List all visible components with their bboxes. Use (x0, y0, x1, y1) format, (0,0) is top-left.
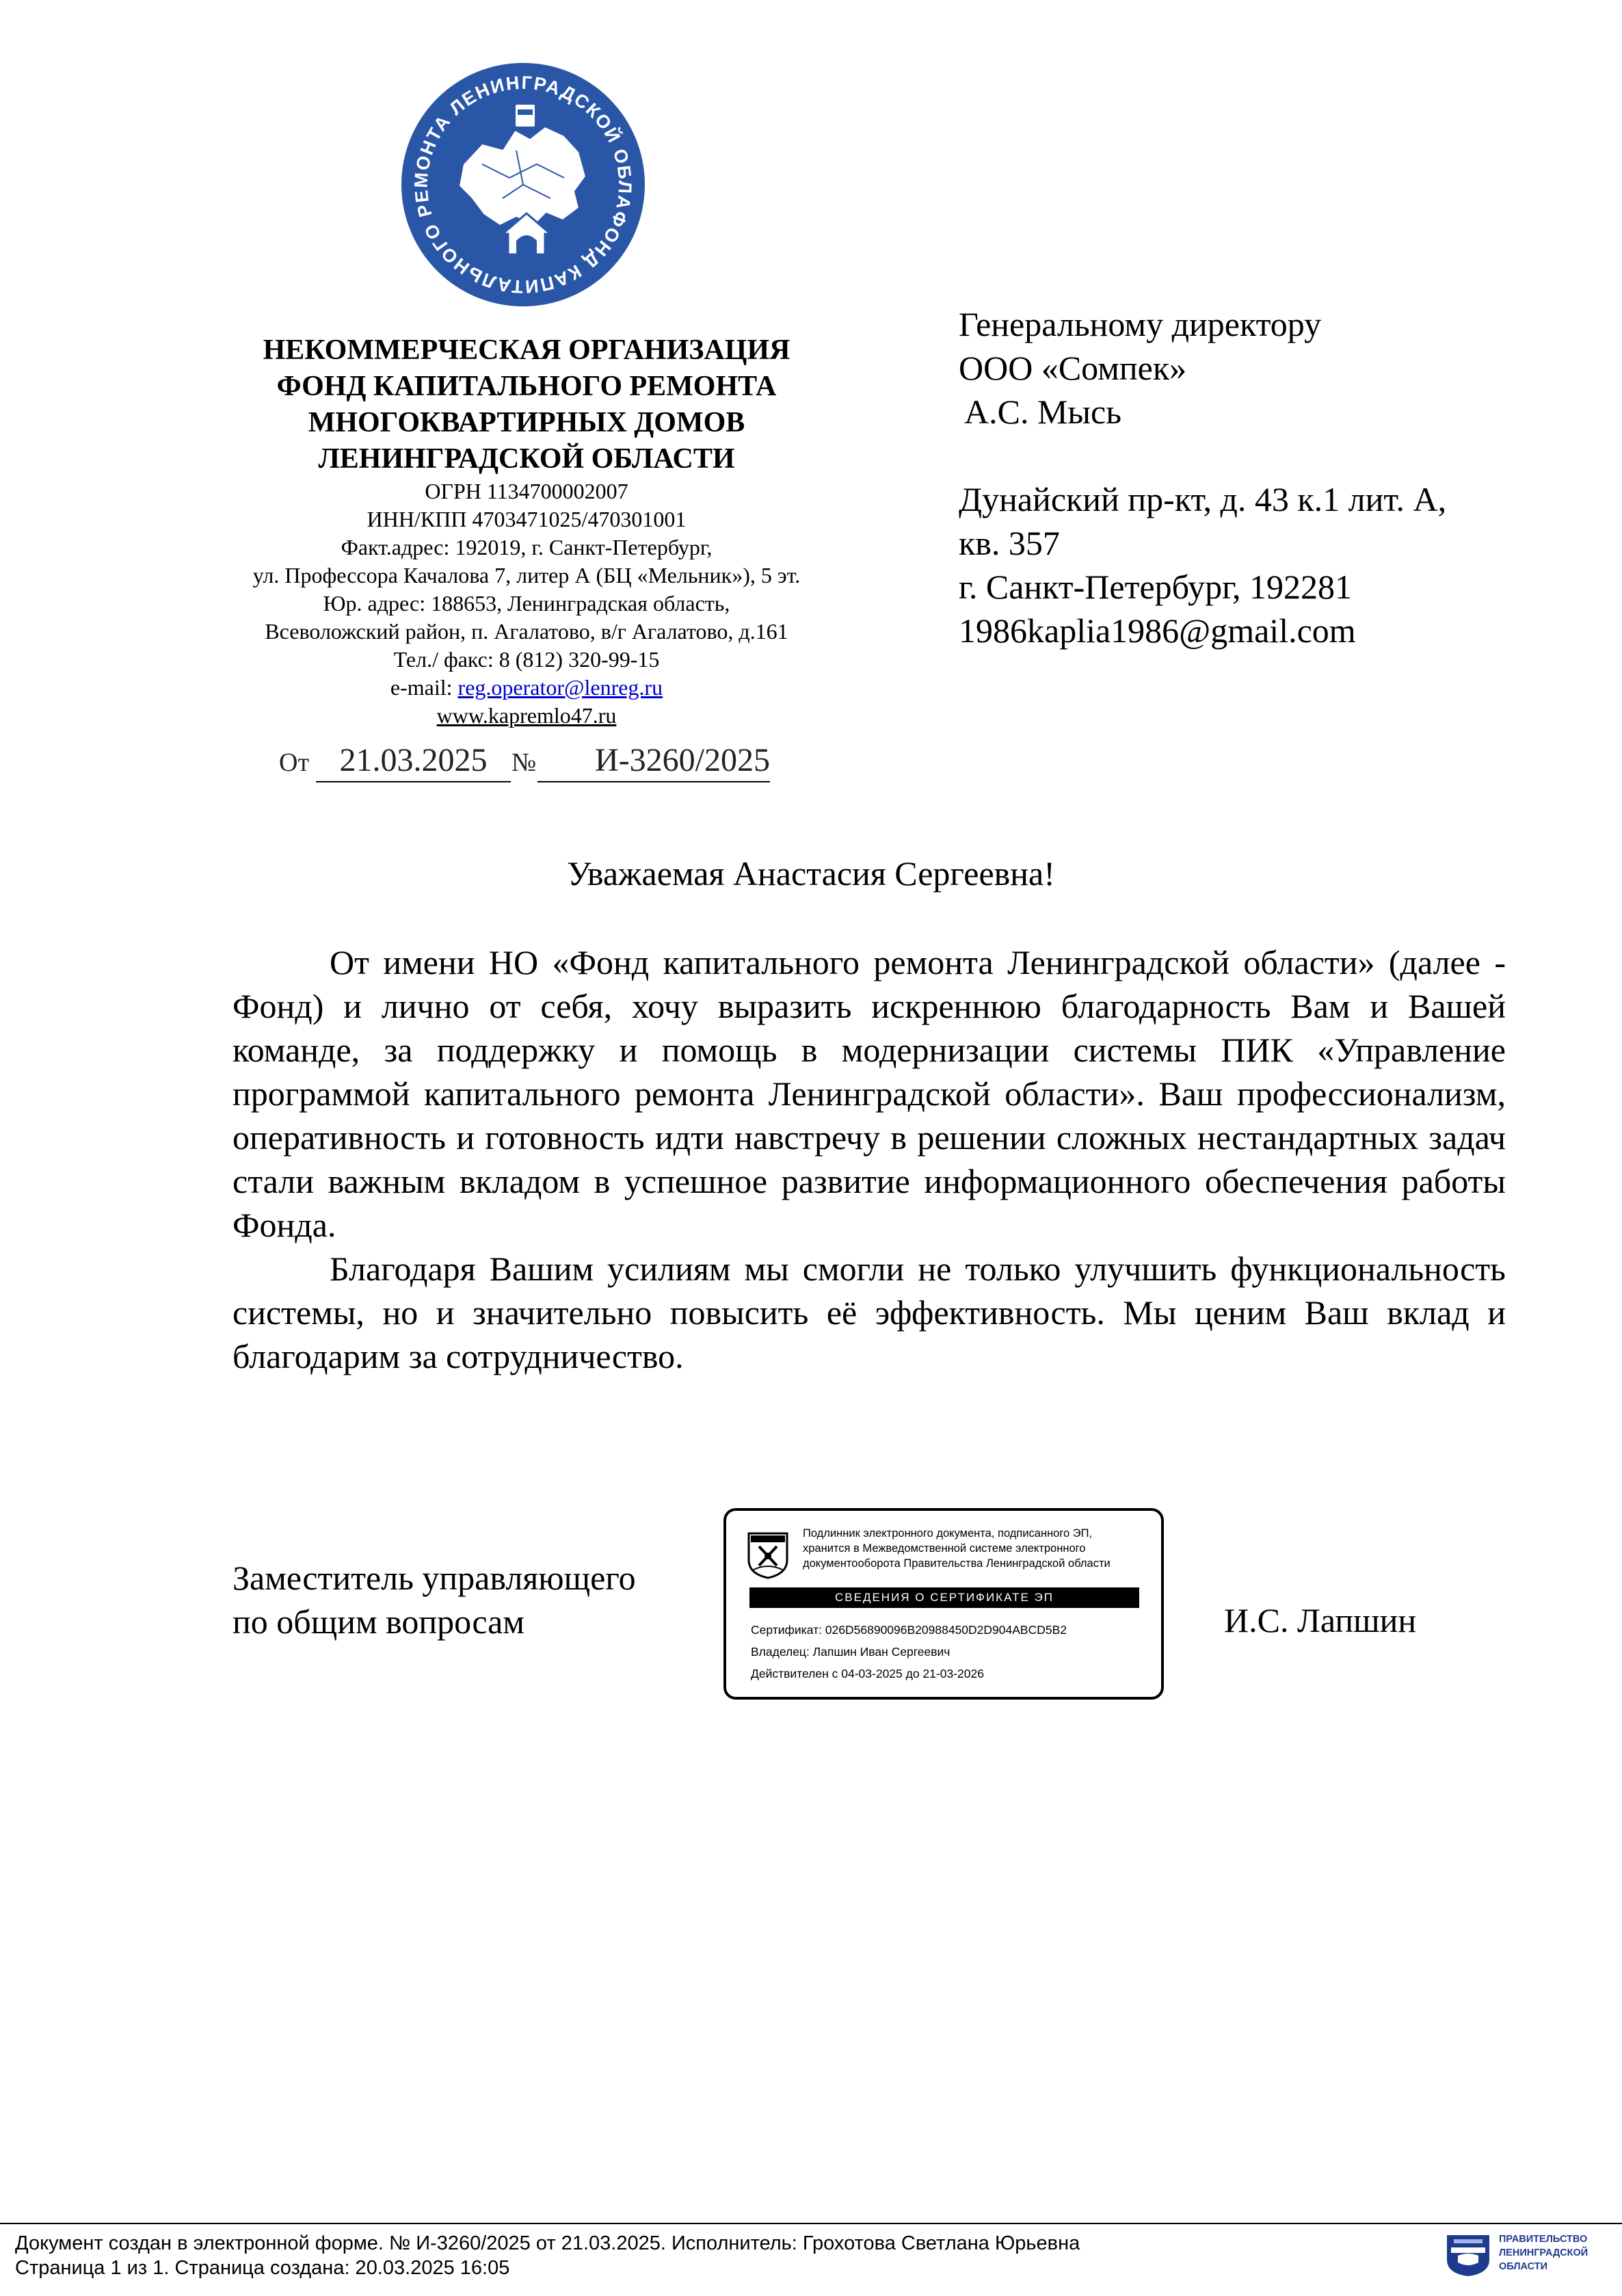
government-logo (1444, 2231, 1615, 2280)
org-email-link[interactable]: reg.operator@lenreg.ru (457, 675, 663, 700)
doc-date: 21.03.2025 (316, 740, 511, 782)
letter-body (232, 940, 1506, 1378)
signatory-position (232, 1556, 636, 1644)
body-paragraph-2: Благодаря Вашим усилиям мы смогли не только улучшить функциональность системы, но и значительно повысить её эффективность. Мы ценим Ваш вклад и благодарим за сотрудничество. (232, 1250, 1506, 1375)
addressee-name: А.С. Мысь (964, 393, 1122, 431)
footer-divider (0, 2223, 1622, 2224)
fund-logo (400, 62, 646, 308)
addressee-address-1: Дунайский пр-кт, д. 43 к.1 лит. А, (959, 480, 1447, 518)
footer-line-2: Страница 1 из 1. Страница создана: 20.03.2025 16:05 (15, 2257, 510, 2279)
addressee-email: 1986kaplia1986@gmail.com (959, 611, 1356, 650)
org-email-label: e-mail: (390, 675, 458, 700)
greeting: Уважаемая Анастасия Сергеевна! (567, 854, 1055, 893)
addressee-company: ООО «Сомпек» (959, 349, 1187, 387)
org-email-line (171, 674, 882, 702)
doc-date-label: От (279, 748, 310, 777)
signatory-position-line-2: по общим вопросам (232, 1602, 525, 1641)
signatory-name: И.С. Лапшин (1224, 1601, 1417, 1639)
electronic-signature-stamp (723, 1508, 1164, 1700)
page-footer (15, 2231, 1383, 2280)
addressee-address-3: г. Санкт-Петербург, 192281 (959, 568, 1353, 606)
fund-logo-emblem (400, 62, 646, 308)
org-title-line: НЕКОММЕРЧЕСКАЯ ОРГАНИЗАЦИЯ (263, 334, 790, 366)
doc-number: И-3260/2025 (537, 740, 770, 782)
stamp-certificate-id: Сертификат: 026D56890096B20988450D2D904ABCD5B2 (751, 1623, 1067, 1637)
org-fact-address-1: Факт.адрес: 192019, г. Санкт-Петербург, (341, 535, 713, 559)
org-legal-address-1: Юр. адрес: 188653, Ленинградская область, (323, 591, 730, 616)
stamp-owner: Владелец: Лапшин Иван Сергеевич (751, 1645, 950, 1659)
stamp-note (803, 1526, 1153, 1571)
signatory-position-line-1: Заместитель управляющего (232, 1559, 636, 1597)
org-fact-address-2: ул. Профессора Качалова 7, литер А (БЦ «Мельник»), 5 эт. (252, 563, 801, 588)
footer-line-1: Документ создан в электронной форме. № И-3260/2025 от 21.03.2025. Исполнитель: Грохотова Светлана Юрьевна (15, 2232, 1080, 2254)
government-logo-text (1499, 2232, 1615, 2273)
stamp-note-line: документооборота Правительства Ленинградской области (803, 1557, 1111, 1570)
logo-ring-text: ФОНД КАПИТАЛЬНОГО РЕМОНТА ЛЕНИНГРАДСКОЙ ОБЛА (410, 72, 636, 298)
stamp-certificate-details (751, 1619, 1147, 1685)
stamp-note-line: Подлинник электронного документа, подписанного ЭП, (803, 1527, 1093, 1540)
gov-text-line: ОБЛАСТИ (1499, 2261, 1548, 2272)
coat-of-arms-icon (747, 1531, 789, 1579)
org-website-link[interactable]: www.kapremlo47.ru (436, 703, 617, 728)
stamp-certificate-header: СВЕДЕНИЯ О СЕРТИФИКАТЕ ЭП (749, 1587, 1139, 1608)
organization-header (171, 332, 882, 730)
government-emblem-icon (1444, 2232, 1492, 2278)
org-title-line: ФОНД КАПИТАЛЬНОГО РЕМОНТА (276, 371, 777, 402)
org-inn: ИНН/КПП 4703471025/470301001 (367, 507, 687, 531)
gov-text-line: ПРАВИТЕЛЬСТВО (1499, 2234, 1588, 2245)
org-title-line: МНОГОКВАРТИРНЫХ ДОМОВ (308, 407, 745, 438)
addressee-address-2: кв. 357 (959, 524, 1060, 562)
org-website-line (171, 702, 882, 730)
gov-text-line: ЛЕНИНГРАДСКОЙ (1499, 2247, 1588, 2258)
org-ogrn: ОГРН 1134700002007 (425, 479, 628, 503)
org-legal-address-2: Всеволожский район, п. Агалатово, в/г Агалатово, д.161 (265, 619, 788, 644)
stamp-note-line: хранится в Межведомственной системе электронного (803, 1542, 1086, 1555)
org-phone: Тел./ факс: 8 (812) 320-99-15 (393, 647, 660, 672)
addressee-position: Генеральному директору (959, 305, 1322, 343)
org-title-line: ЛЕНИНГРАДСКОЙ ОБЛАСТИ (318, 443, 735, 475)
body-paragraph-1: От имени НО «Фонд капитального ремонта Ленинградской области» (далее - Фонд) и лично от себя, хочу выразить искреннюю благодарность Вам и Вашей команде, за поддержку и помощь в модернизации системы ПИК «Управление программой капитального ремонта Ленинградской области». Ваш профессионализм, оперативность и готовность идти навстречу в решении сложных нестандартных задач стали важным вкладом в успешное развитие информационного обеспечения работы Фонда. (232, 943, 1506, 1244)
stamp-validity: Действителен с 04-03-2025 до 21-03-2026 (751, 1667, 984, 1680)
doc-number-label: № (511, 748, 537, 777)
addressee-block (959, 302, 1588, 652)
